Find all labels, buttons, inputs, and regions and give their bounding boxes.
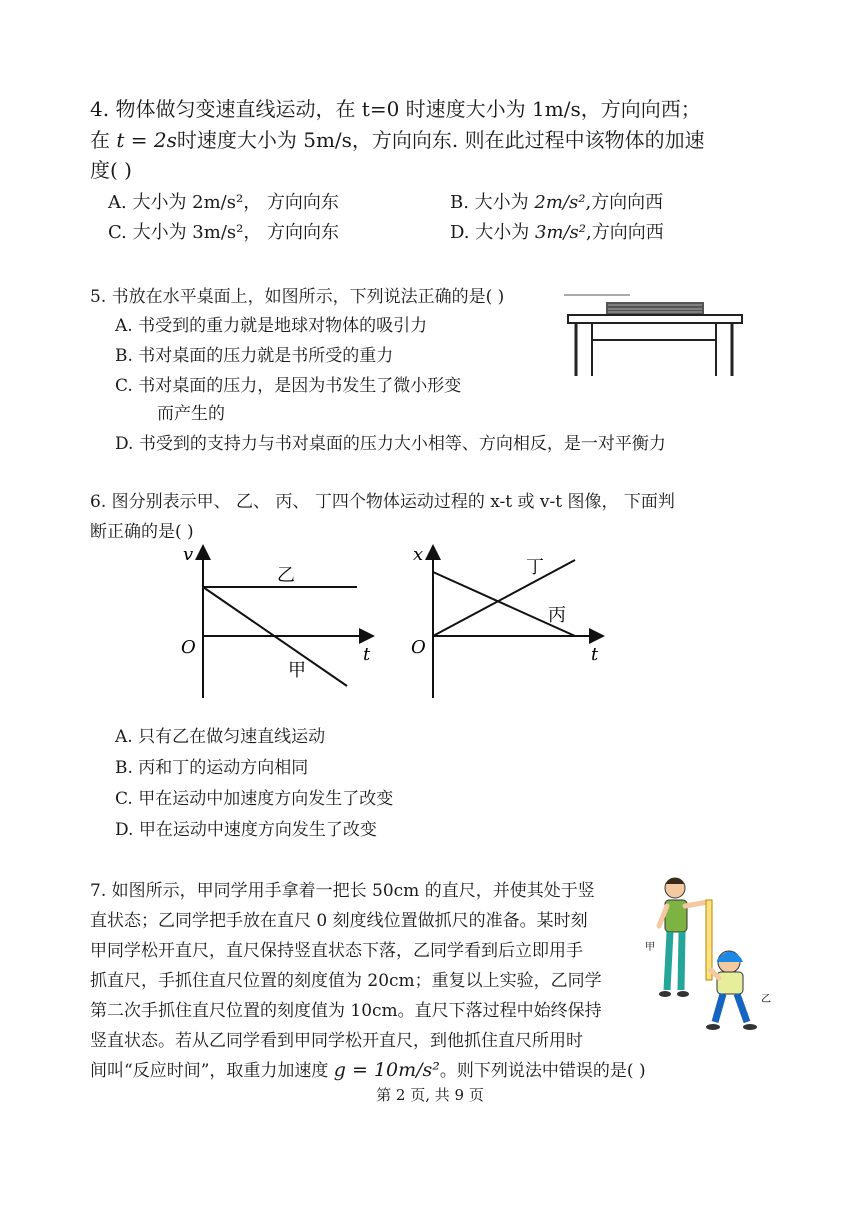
q4-option-d-pre: D. 大小为	[450, 222, 535, 243]
q7-gravity-formula: g = 10m/s²	[333, 1059, 440, 1081]
q6-line1: 6. 图分别表示甲、 乙、 丙、 丁四个物体运动过程的 x-t 或 v-t 图像， 下面判	[90, 492, 675, 512]
q6-line2: 断正确的是( )	[90, 522, 194, 542]
q4-option-b-post: ,方向向西	[585, 192, 664, 213]
q6-option-a[interactable]: A. 只有乙在做匀速直线运动	[115, 727, 326, 747]
label-jia: 甲	[288, 660, 306, 681]
xt-x-label: t	[591, 644, 599, 665]
q4-line1: 4. 物体做匀变速直线运动，在 t=0 时速度大小为 1m/s，方向向西；	[90, 97, 701, 121]
q7-line7-pre: 间叫“反应时间”，取重力加速度	[90, 1061, 334, 1081]
q4-option-d-post: ,方向向西	[586, 222, 664, 243]
q6-option-b[interactable]: B. 丙和丁的运动方向相同	[115, 758, 309, 778]
vt-origin-label: O	[181, 637, 196, 658]
q4-line2-rest: 时速度大小为 5m/s，方向向东. 则在此过程中该物体的加速	[176, 128, 705, 152]
xt-graph	[405, 540, 610, 705]
q5-option-a[interactable]: A. 书受到的重力就是地球对物体的吸引力	[115, 316, 428, 336]
q6-option-c[interactable]: C. 甲在运动中加速度方向发生了改变	[115, 789, 394, 809]
label-ding: 丁	[526, 557, 544, 578]
q7-line7-post: 。则下列说法中错误的是( )	[439, 1061, 646, 1081]
page-footer: 第 2 页, 共 9 页	[376, 1086, 484, 1104]
q5-option-b[interactable]: B. 书对桌面的压力就是书所受的重力	[115, 346, 394, 366]
q5-option-c-cont: 而产生的	[157, 404, 225, 424]
q7-line4: 抓直尺，手抓住直尺位置的刻度值为 20cm；重复以上实验，乙同学	[90, 971, 602, 991]
student-jia-icon	[659, 878, 708, 997]
vt-graph	[175, 540, 380, 705]
q5-stem: 5. 书放在水平桌面上，如图所示，下列说法正确的是( )	[90, 287, 505, 307]
label-yi: 乙	[277, 565, 295, 586]
q5-option-c[interactable]: C. 书对桌面的压力，是因为书发生了微小形变	[115, 376, 462, 396]
q4-option-b-math: 2m/s²	[534, 192, 586, 213]
vt-y-label: v	[183, 544, 194, 565]
q4-line2	[90, 124, 705, 153]
xt-y-label: x	[413, 544, 424, 565]
q4-time-formula: t = 2s	[116, 128, 177, 152]
q7-line2: 直状态；乙同学把手放在直尺 0 刻度线位置做抓尺的准备。某时刻	[90, 911, 588, 931]
q7-line5: 第二次手抓住直尺位置的刻度值为 10cm。直尺下落过程中始终保持	[90, 1001, 602, 1021]
q4-option-b[interactable]	[450, 188, 663, 214]
q7-line7	[90, 1056, 646, 1081]
xt-origin-label: O	[411, 637, 426, 658]
figure-label-yi: 乙	[761, 994, 771, 1005]
label-bing: 丙	[548, 605, 566, 626]
line-bing	[433, 572, 575, 636]
figure-label-jia: 甲	[645, 942, 655, 953]
q7-line1: 7. 如图所示，甲同学用手拿着一把长 50cm 的直尺，并使其处于竖	[90, 881, 595, 901]
q4-option-d-math: 3m/s²	[534, 222, 587, 243]
table-top	[568, 315, 742, 323]
student-yi-icon	[706, 951, 757, 1030]
q4-option-c[interactable]: C. 大小为 3m/s²， 方向向东	[108, 222, 340, 243]
q4-line2-pre: 在	[90, 128, 117, 152]
q4-option-d[interactable]	[450, 218, 664, 244]
q6-option-d[interactable]: D. 甲在运动中速度方向发生了改变	[115, 820, 377, 840]
q4-line3: 度( )	[90, 158, 132, 182]
q5-option-d[interactable]: D. 书受到的支持力与书对桌面的压力大小相等、方向相反，是一对平衡力	[115, 434, 666, 454]
q4-option-a[interactable]: A. 大小为 2m/s²， 方向向东	[108, 192, 339, 213]
vt-x-label: t	[363, 644, 371, 665]
q4-option-b-pre: B. 大小为	[450, 192, 535, 213]
q7-line3: 甲同学松开直尺，直尺保持竖直状态下落，乙同学看到后立即用手	[90, 941, 583, 961]
book-table-figure	[560, 290, 750, 380]
q7-line6: 竖直状态。若从乙同学看到甲同学松开直尺，到他抓住直尺所用时	[90, 1031, 583, 1051]
ruler-drop-figure	[645, 870, 775, 1035]
